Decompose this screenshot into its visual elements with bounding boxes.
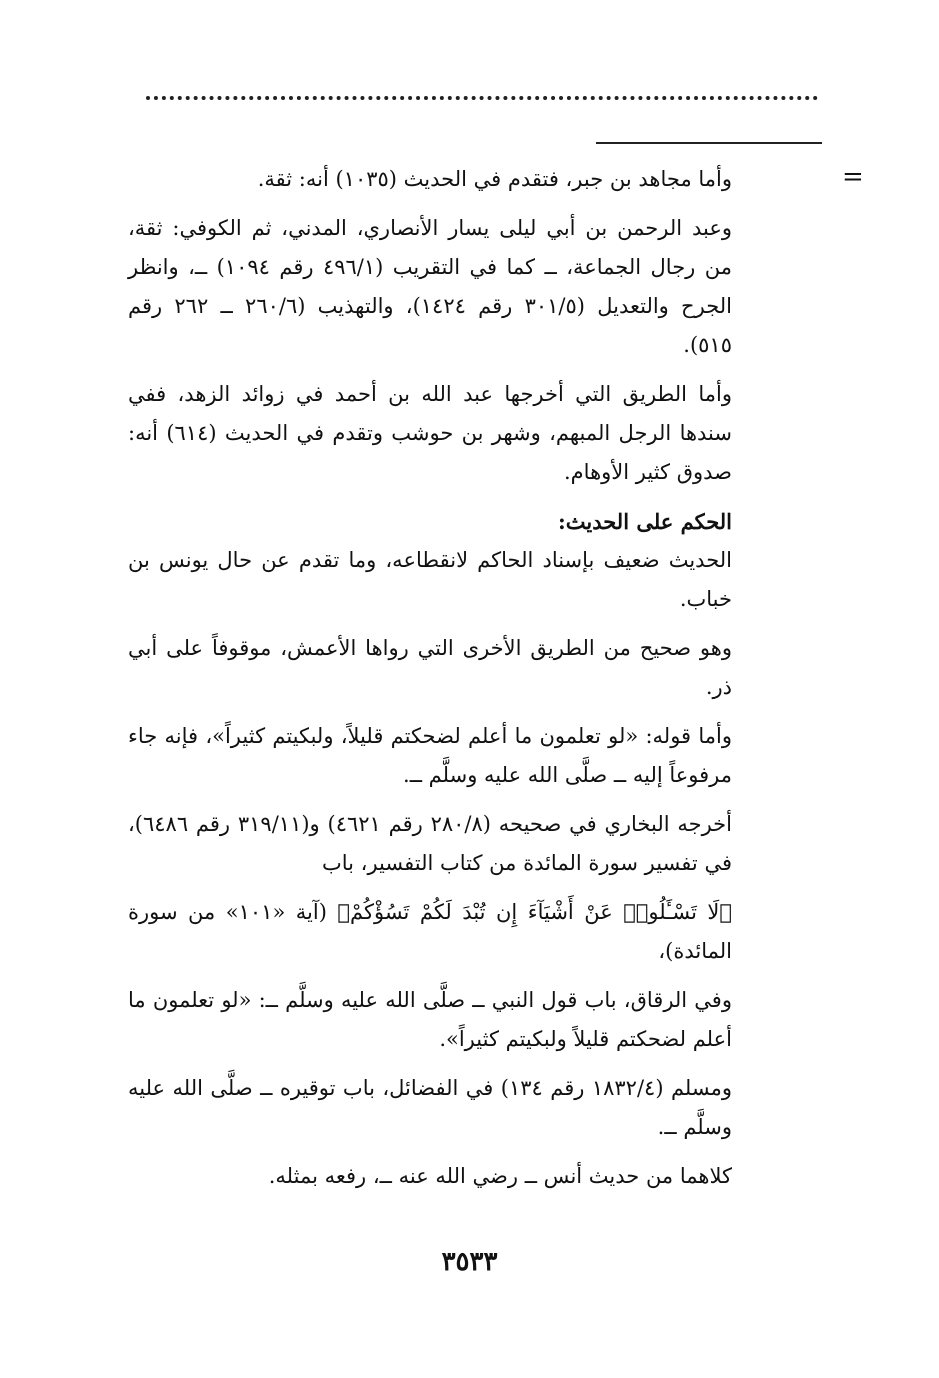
footnote-rule: [596, 142, 822, 144]
paragraph-abdulrahman: وعبد الرحمن بن أبي ليلى يسار الأنصاري، المدني، ثم الكوفي: ثقة، من رجال الجماعة، ــ كما في التقريب (٤٩٦/١ رقم ١٠٩٤) ــ، وانظر الجرح والتعديل (٣٠١/٥ رقم ١٤٢٤)، والتهذيب (٢٦٠/٦ ــ ٢٦٢ رقم ٥١٥).: [128, 216, 732, 357]
page-body: [128, 160, 732, 1206]
paragraph-muslim: ومسلم (١٨٣٢/٤ رقم ١٣٤) في الفضائل، باب توقيره ــ صلَّى الله عليه وسلَّم ــ.: [128, 1076, 733, 1139]
paragraph-riqaq: وفي الرقاق، باب قول النبي ــ صلَّى الله عليه وسلَّم ــ: «لو تعلمون ما أعلم لضحكتم قليلاً ولبكيتم كثيراً».: [128, 988, 732, 1051]
paragraph-sahih-ruling: وهو صحيح من الطريق الأخرى التي رواها الأعمش، موقوفاً على أبي ذر.: [128, 636, 732, 699]
dotted-separator: [146, 96, 818, 100]
paragraph-marfu: وأما قوله: «لو تعلمون ما أعلم لضحكتم قليلاً، ولبكيتم كثيراً»، فإنه جاء مرفوعاً إليه ــ صلَّى الله عليه وسلَّم ــ.: [128, 724, 732, 787]
paragraph-zuhd-route: وأما الطريق التي أخرجها عبد الله بن أحمد في زوائد الزهد، ففي سندها الرجل المبهم، وشهر بن حوشب وتقدم في الحديث (٦١٤) أنه: صدوق كثير الأوهام.: [128, 382, 732, 484]
paragraph-bukhari: أخرجه البخاري في صحيحه (٢٨٠/٨ رقم ٤٦٢١) و(٣١٩/١١ رقم ٦٤٨٦)، في تفسير سورة المائدة من كتاب التفسير، باب: [128, 812, 732, 875]
paragraph-anas: كلاهما من حديث أنس ــ رضي الله عنه ــ، رفعه بمثله.: [268, 1164, 732, 1188]
verse-reference: (آية «١٠١» من سورة المائدة)،: [128, 900, 732, 963]
continuation-mark: =: [842, 162, 864, 192]
quran-citation: [128, 893, 732, 971]
paragraph-weak-ruling: الحديث ضعيف بإسناد الحاكم لانقطاعه، وما تقدم عن حال يونس بن خباب.: [128, 548, 732, 611]
section-heading: الحكم على الحديث:: [558, 509, 732, 534]
paragraph-mujahid: وأما مجاهد بن جبر، فتقدم في الحديث (١٠٣٥) أنه: ثقة.: [257, 167, 732, 191]
quran-verse: ﴿لَا تَسْـَٔلُوا۟ عَنْ أَشْيَآءَ إِن تُبْدَ لَكُمْ تَسُؤْكُمْ﴾: [337, 900, 732, 924]
page-number: ٣٥٣٣: [441, 1247, 498, 1277]
